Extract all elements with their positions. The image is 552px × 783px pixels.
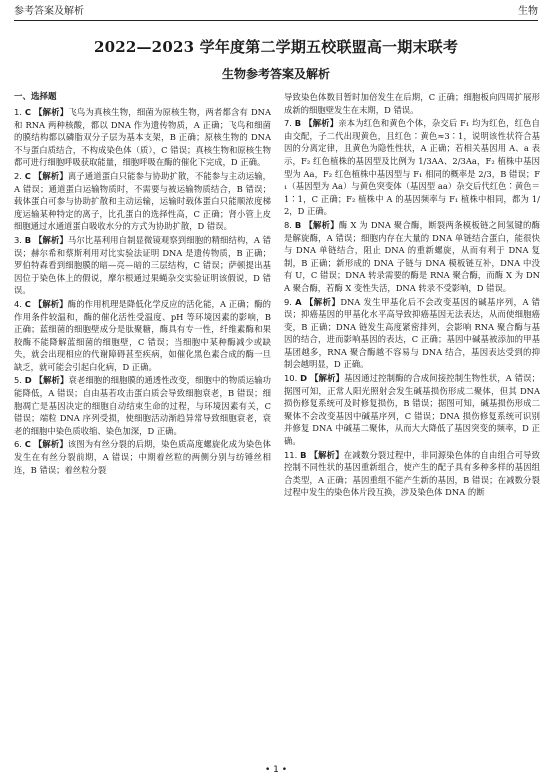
answer-letter: C xyxy=(24,170,34,181)
analysis-text: 该图为有丝分裂的后期，染色质高度螺旋化成为染色体发生在有丝分裂前期，A 错误；中期着丝粒的两侧分别与纺锤丝相连，B 错误；着丝粒分裂 xyxy=(14,439,272,475)
page-header xyxy=(14,4,538,21)
header-subject: 生物 xyxy=(518,6,538,17)
answer-item xyxy=(284,296,540,372)
analysis-text: 酶的作用机理是降低化学反应的活化能，A 正确；酶的作用条件较温和，酶的催化活性受温度、pH 等环境因素的影响，B 正确；蓝细菌的细胞壁成分是肽聚糖，酶具有专一性，纤维素酶和果胶酶不能降解蓝细菌的细胞壁，C 错误；当细胞中某种酶减少或缺失，就会出现相应的代谢障碍甚至疾病，如催化黑色素合成的酶一旦缺乏，就可能会引起白化病，D 正确。 xyxy=(14,298,271,372)
answer-item xyxy=(14,170,271,233)
analysis-text: DNA 发生甲基化后不会改变基因的碱基序列，A 错误；抑癌基因的甲基化水平高导致抑癌基因无法表达，从而使细胞癌变，B 正确；DNA 链发生高度紧密排列，会影响 RNA 聚合酶与基因的结合，进而影响基因的表达，C 正确；基因中碱基被添加的甲基基团越多，RNA 聚合酶越不容易与 DNA 结合，基因表达受到的抑制会越明显，D 正确。 xyxy=(284,296,540,370)
analysis-tag: 【解析】 xyxy=(33,439,68,450)
answer-item xyxy=(284,117,540,218)
analysis-tag: 【解析】 xyxy=(34,234,68,245)
answer-letter: B xyxy=(24,234,35,245)
analysis-tag: 【解析】 xyxy=(304,219,339,230)
right-answer-list xyxy=(284,91,540,499)
answer-item xyxy=(14,374,271,437)
question-number: 11. xyxy=(284,449,301,460)
left-column xyxy=(14,91,271,477)
analysis-text: 衰老细胞的细胞膜的通透性改变，细胞中的物质运输功能降低，A 错误；自由基若攻击蛋白质会导致细胞衰老，B 错误；细胞凋亡是基因决定的细胞自动结束生命的过程，与环境因素有关，C 错误；端粒 DNA 序列受损，使细胞活动渐趋异常导致细胞衰老，衰老的细胞中染色质收缩、染色加深，D 正确。 xyxy=(14,375,271,436)
document-title: 2022—2023 学年度第二学期五校联盟高一期末联考 xyxy=(93,38,459,56)
question-number: 2. xyxy=(14,170,25,181)
analysis-tag: 【解析】 xyxy=(304,118,339,129)
analysis-text: 马尔比基利用自制显微镜观察到细胞的精细结构，A 错误；赫尔希和蔡斯利用对比实验法证明 DNA 是遗传物质，B 正确；罗伯特森看到细胞膜的暗—亮—暗的三层结构，C 错误；萨顿提出基因位于染色体上的假说，摩尔根通过果蝇杂交实验证明该假说，D 错误。 xyxy=(14,234,271,296)
analysis-text: 离子通道蛋白只能参与协助扩散，不能参与主动运输，A 错误；通道蛋白运输物质时，不需要与被运输物质结合，B 错误；载体蛋白可参与协助扩散和主动运输，运输时载体蛋白只能顺浓度梯度运输某种特定的离子，比孔蛋白的选择性高，C 正确；肾小管上皮细胞通过水通道蛋白吸收水分的方式为协助扩散，D 错误。 xyxy=(14,170,272,232)
question-number: 1. xyxy=(14,107,25,117)
answer-item xyxy=(14,106,271,169)
answer-letter: C xyxy=(24,107,35,117)
answer-item xyxy=(14,298,271,374)
question-number: 4. xyxy=(14,298,25,309)
page-number: • 1 • xyxy=(264,765,288,775)
analysis-tag: 【解析】 xyxy=(33,170,68,181)
answer-item xyxy=(284,219,540,295)
answer-letter: C xyxy=(24,298,34,309)
document-subtitle: 生物参考答案及解析 xyxy=(221,67,330,81)
answer-item xyxy=(284,449,540,499)
answer-letter: A xyxy=(295,296,305,307)
answer-letter: D xyxy=(300,373,311,384)
answer-item xyxy=(14,234,271,297)
answer-letter: B xyxy=(294,118,305,129)
question-number: 8. xyxy=(284,219,295,230)
analysis-tag: 【解析】 xyxy=(310,373,345,384)
right-column xyxy=(284,91,540,500)
answer-letter: B xyxy=(300,449,310,460)
header-left-text: 参考答案及解析 xyxy=(14,6,84,17)
question-number: 9. xyxy=(284,296,296,307)
question-number: 6. xyxy=(14,439,25,450)
analysis-text: 导致染色体数目暂时加倍发生在后期，C 正确；细胞板向四周扩展形成新的细胞壁发生在末期，D 错误。 xyxy=(284,92,540,115)
analysis-text: 飞鸟为真核生物，细菌为原核生物，两者都含有 DNA 和 RNA 两种核酸，都以 DNA 作为遗传物质，A 正确；飞鸟和细菌的膜结构都以磷脂双分子层为基本支架，B 正确；原核生物的 DNA 不与蛋白质结合，不构成染色体（质），C 错误；真核生物和原核生物都可进行细胞呼吸获取能量，细胞呼吸在酶的催化下完成，D 正确。 xyxy=(14,107,272,168)
answer-letter: C xyxy=(24,439,34,450)
analysis-text: 在减数分裂过程中，非同源染色体的自由组合可导致控制不同性状的基因重新组合，使产生的配子具有多种多样的基因组合类型，A 正确；基因重组不能产生新的基因，B 错误；在减数分裂过程中发生的染色体片段互换，涉及染色体 DNA 的断 xyxy=(284,449,541,498)
answer-item xyxy=(284,372,540,448)
analysis-tag: 【解析】 xyxy=(304,296,341,307)
analysis-tag: 【解析】 xyxy=(34,107,69,117)
question-number: 3. xyxy=(14,234,25,245)
answer-item xyxy=(14,438,271,476)
analysis-text: 基因通过控制酶的合成间接控制生物性状，A 错误；据图可知，正常人阳光照射会发生碱基损伤形成二聚体，但其 DNA 损伤修复系统可及时修复损伤，B 错误；据图可知，碱基损伤形成二聚体不会改变基因中碱基序列，C 错误；DNA 损伤修复系统可识别并修复 DNA 中碱基二聚体，从而大大降低了基因突变的频率，D 正确。 xyxy=(284,373,541,447)
analysis-text: 亲本为红色和黄色个体，杂交后 F₁ 均为红色，红色自由交配，子二代出现黄色，且红色∶黄色≈3∶1，说明该性状符合基因的分离定律，且黄色为隐性性状，A 正确；若相关基因用 A、a 表示，F₂ 红色植株的基因型及比例为 1/3AA、2/3Aa，F₂ 植株中基因型为 Aa，F₂ 红色植株中基因型与 F₁ 相同的概率是 2/3，B 错误；F₁（基因型为 Aa）与黄色突变体（基因型 aa）杂交后代红色∶黄色＝1∶1，C 正确；F₂ 植株中 A 的基因频率与 F₁ 植株中相同，都为 1/2，D 正确。 xyxy=(284,118,540,217)
analysis-tag: 【解析】 xyxy=(33,298,68,309)
left-answer-list xyxy=(14,106,271,476)
answer-letter: B xyxy=(294,219,305,230)
question-number: 5. xyxy=(14,375,25,386)
question-number: 7. xyxy=(284,118,295,129)
question-number: 10. xyxy=(284,373,301,384)
answer-item-continuation xyxy=(284,91,540,116)
analysis-text: 酶 X 为 DNA 聚合酶，断裂两条模板链之间氢键的酶是解旋酶，A 错误；细胞内存在大量的 DNA 单链结合蛋白，能很快与 DNA 单链结合，阻止 DNA 的重新螺旋，从而有利于 DNA 复制，B 正确；新形成的 DNA 子链与 DNA 模板链互补，DNA 中没有 U，C 错误；DNA 转录需要的酶是 RNA 聚合酶，而酶 X 为 DNA 聚合酶，若酶 X 变性失活，DNA 转录不受影响，D 错误。 xyxy=(284,219,540,293)
section-heading: 一、选择题 xyxy=(14,92,57,102)
analysis-tag: 【解析】 xyxy=(34,375,69,386)
answer-letter: D xyxy=(24,375,35,386)
analysis-tag: 【解析】 xyxy=(309,449,344,460)
